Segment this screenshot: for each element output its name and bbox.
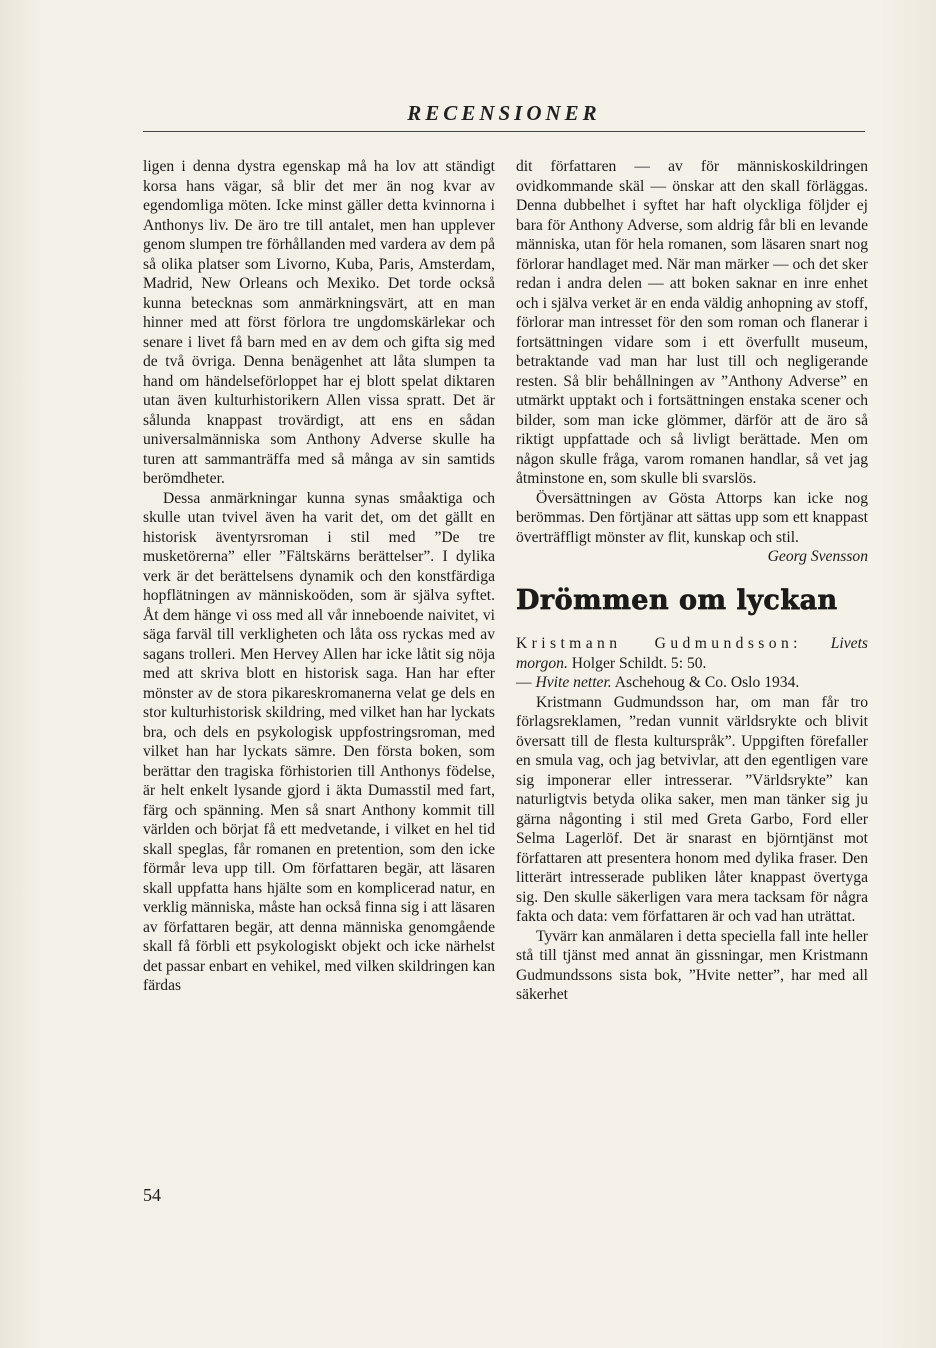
paragraph-with-signature [516, 489, 868, 565]
bib-title-2: Hvite netter. [535, 674, 612, 691]
paragraph: Dessa anmärkningar kunna synas småaktiga och skulle utan tvivel även ha varit det, om det gällt en historisk äventyrsroman i stil med ”De tre musketörerna” eller ”Fältskärns berättelser”. I dylika verk är det berättelsens dynamik och den konstfärdiga hopflätningen av människoöden, som är själva syftet. Åt dem hänge vi oss med all vår inneboende naivitet, vi säga farväl till verkligheten och låta oss ryckas med av sagans trolleri. Men Hervey Allen har icke låtit sig nöja med att skriva blott en historisk saga. Han har efter mönster av de stora pikareskromanerna velat ge dels en stor kulturhistorisk skildring, med vilket han har lyckats bra, och dels en psykologisk uppfostringsroman, med vilket han har lyckats sämre. Den första boken, som berättar den tragiska förhistorien till Anthonys födelse, är helt enkelt lysande gjord i äkta Dumasstil med fart, färg och spänning. Men så snart Anthony kommit till världen och börjat få ett medvetande, i vilket en hel tid skall speglas, får romanen en pretention, som den icke förmår leva upp till. Om författaren begär, att läsaren skall uppfatta hans hjälte som en komplicerad natur, en verklig människa, måste han också finna sig i att läsaren av författaren begär, att denna människa genomgående skall få förbli ett psykologiskt objekt och icke närhelst det passar enbart en vehikel, med vilken skildringen kan färdas [143, 489, 495, 994]
page-number: 54 [143, 1185, 161, 1205]
running-head: RECENSIONER [407, 101, 601, 125]
bib-publisher-2: Aschehoug & Co. Oslo 1934. [614, 674, 800, 691]
section-title: Drömmen om lyckan [516, 585, 838, 616]
paragraph: dit författaren — av för människoskildringen ovidkommande skäl — önskar att den skall förläggas. Denna dubbelhet i syftet har haft olyckliga följder ej bara för Anthony Adverse, som aldrig får bli en levande människa, utan för hela romanen, som läsaren snart nog förlorar handlaget med. När man märker — och det sker redan i andra delen — att boken saknar en inre enhet och i själva verket är en enda väldig anhopning av stoff, förlorar man intresset för den som roman och flanerar i fortsättningen vidare som i ett överfullt museum, betraktande vad man har lust till och negligerande resten. Så blir behållningen av ”Anthony Adverse” en utmärkt upptakt och i fortsättningen enstaka scener och bilder, som man icke glömmer, därför att de äro så riktigt uppfattade och så livligt berättade. Men om någon skulle fråga, varom romanen handlar, så vet jag åtminstone en, som skulle bli svarslös. [516, 158, 868, 487]
right-column [516, 157, 868, 1005]
left-column [143, 157, 495, 996]
bib-title-1: Livets morgon. [516, 635, 868, 672]
bib-publisher-1: Holger Schildt. 5: 50. [571, 654, 707, 672]
paragraph-text: Översättningen av Gösta Attorps kan icke nog berömmas. Den förtjänar att sättas upp som ett knappast överträffligt mönster av flit, kunskap och stil. [516, 489, 868, 546]
bib-author: Kristmann Gudmundsson: [516, 635, 802, 652]
header-rule [143, 131, 865, 132]
paragraph: Tyvärr kan anmälaren i detta speciella fall inte heller stå till tjänst med annat än gissningar, men Kristmann Gudmundssons sista bok, ”Hvite netter”, har med all säkerhet [516, 927, 868, 1003]
bib-dash: — [516, 674, 532, 691]
signature: Georg Svensson [767, 548, 868, 565]
paragraph: Kristmann Gudmundsson har, om man får tro förlagsreklamen, ”redan vunnit världsrykte och blivit översatt till de flesta kulturspråk”. Uppgiften förefaller en smula vag, och jag betvivlar, att den egentligen vare sig imponerar eller intresserar. ”Världsrykte” kan naturligtvis betyda olika saker, men man tänker sig ju gärna någonting i stil med Greta Garbo, Ford eller Selma Lagerlöf. Det är snarast en björntjänst mot författaren att presentera honom med dylika fraser. Den litterärt intresserade publiken låter knappast övertyga sig. Den skulle säkerligen vara mera tacksam för några fakta och data: vem författaren är och vad han uträttat. [516, 693, 868, 925]
bibliography-entry [516, 634, 868, 693]
paragraph: ligen i denna dystra egenskap må ha lov att ständigt korsa hans vägar, så blir det mer än nog kvar av egendomliga möten. Icke minst gäller detta kvinnorna i Anthonys liv. De äro tre till antalet, men han upplever genom slumpen tre förhållanden med vardera av dem på så olika platser som Livorno, Kuba, Paris, Amsterdam, Madrid, New Orleans och Mexiko. Det torde också kunna betecknas som anmärkningsvärt, att en man hinner med att först förlora tre ungdomskärlekar och senare i livet få barn med en av dem och gifta sig med de två övriga. Denna benägenhet att låta slumpen ta hand om händelseförloppet har ej blott spelat diktaren utan även kulturhistorikern Allen vissa spratt. Det är sålunda knappast trovärdigt, att ens en sådan universalmänniska som Anthony Adverse skulle ha turen att sammanträffa med så många av sin samtids berömdheter. [143, 158, 495, 487]
